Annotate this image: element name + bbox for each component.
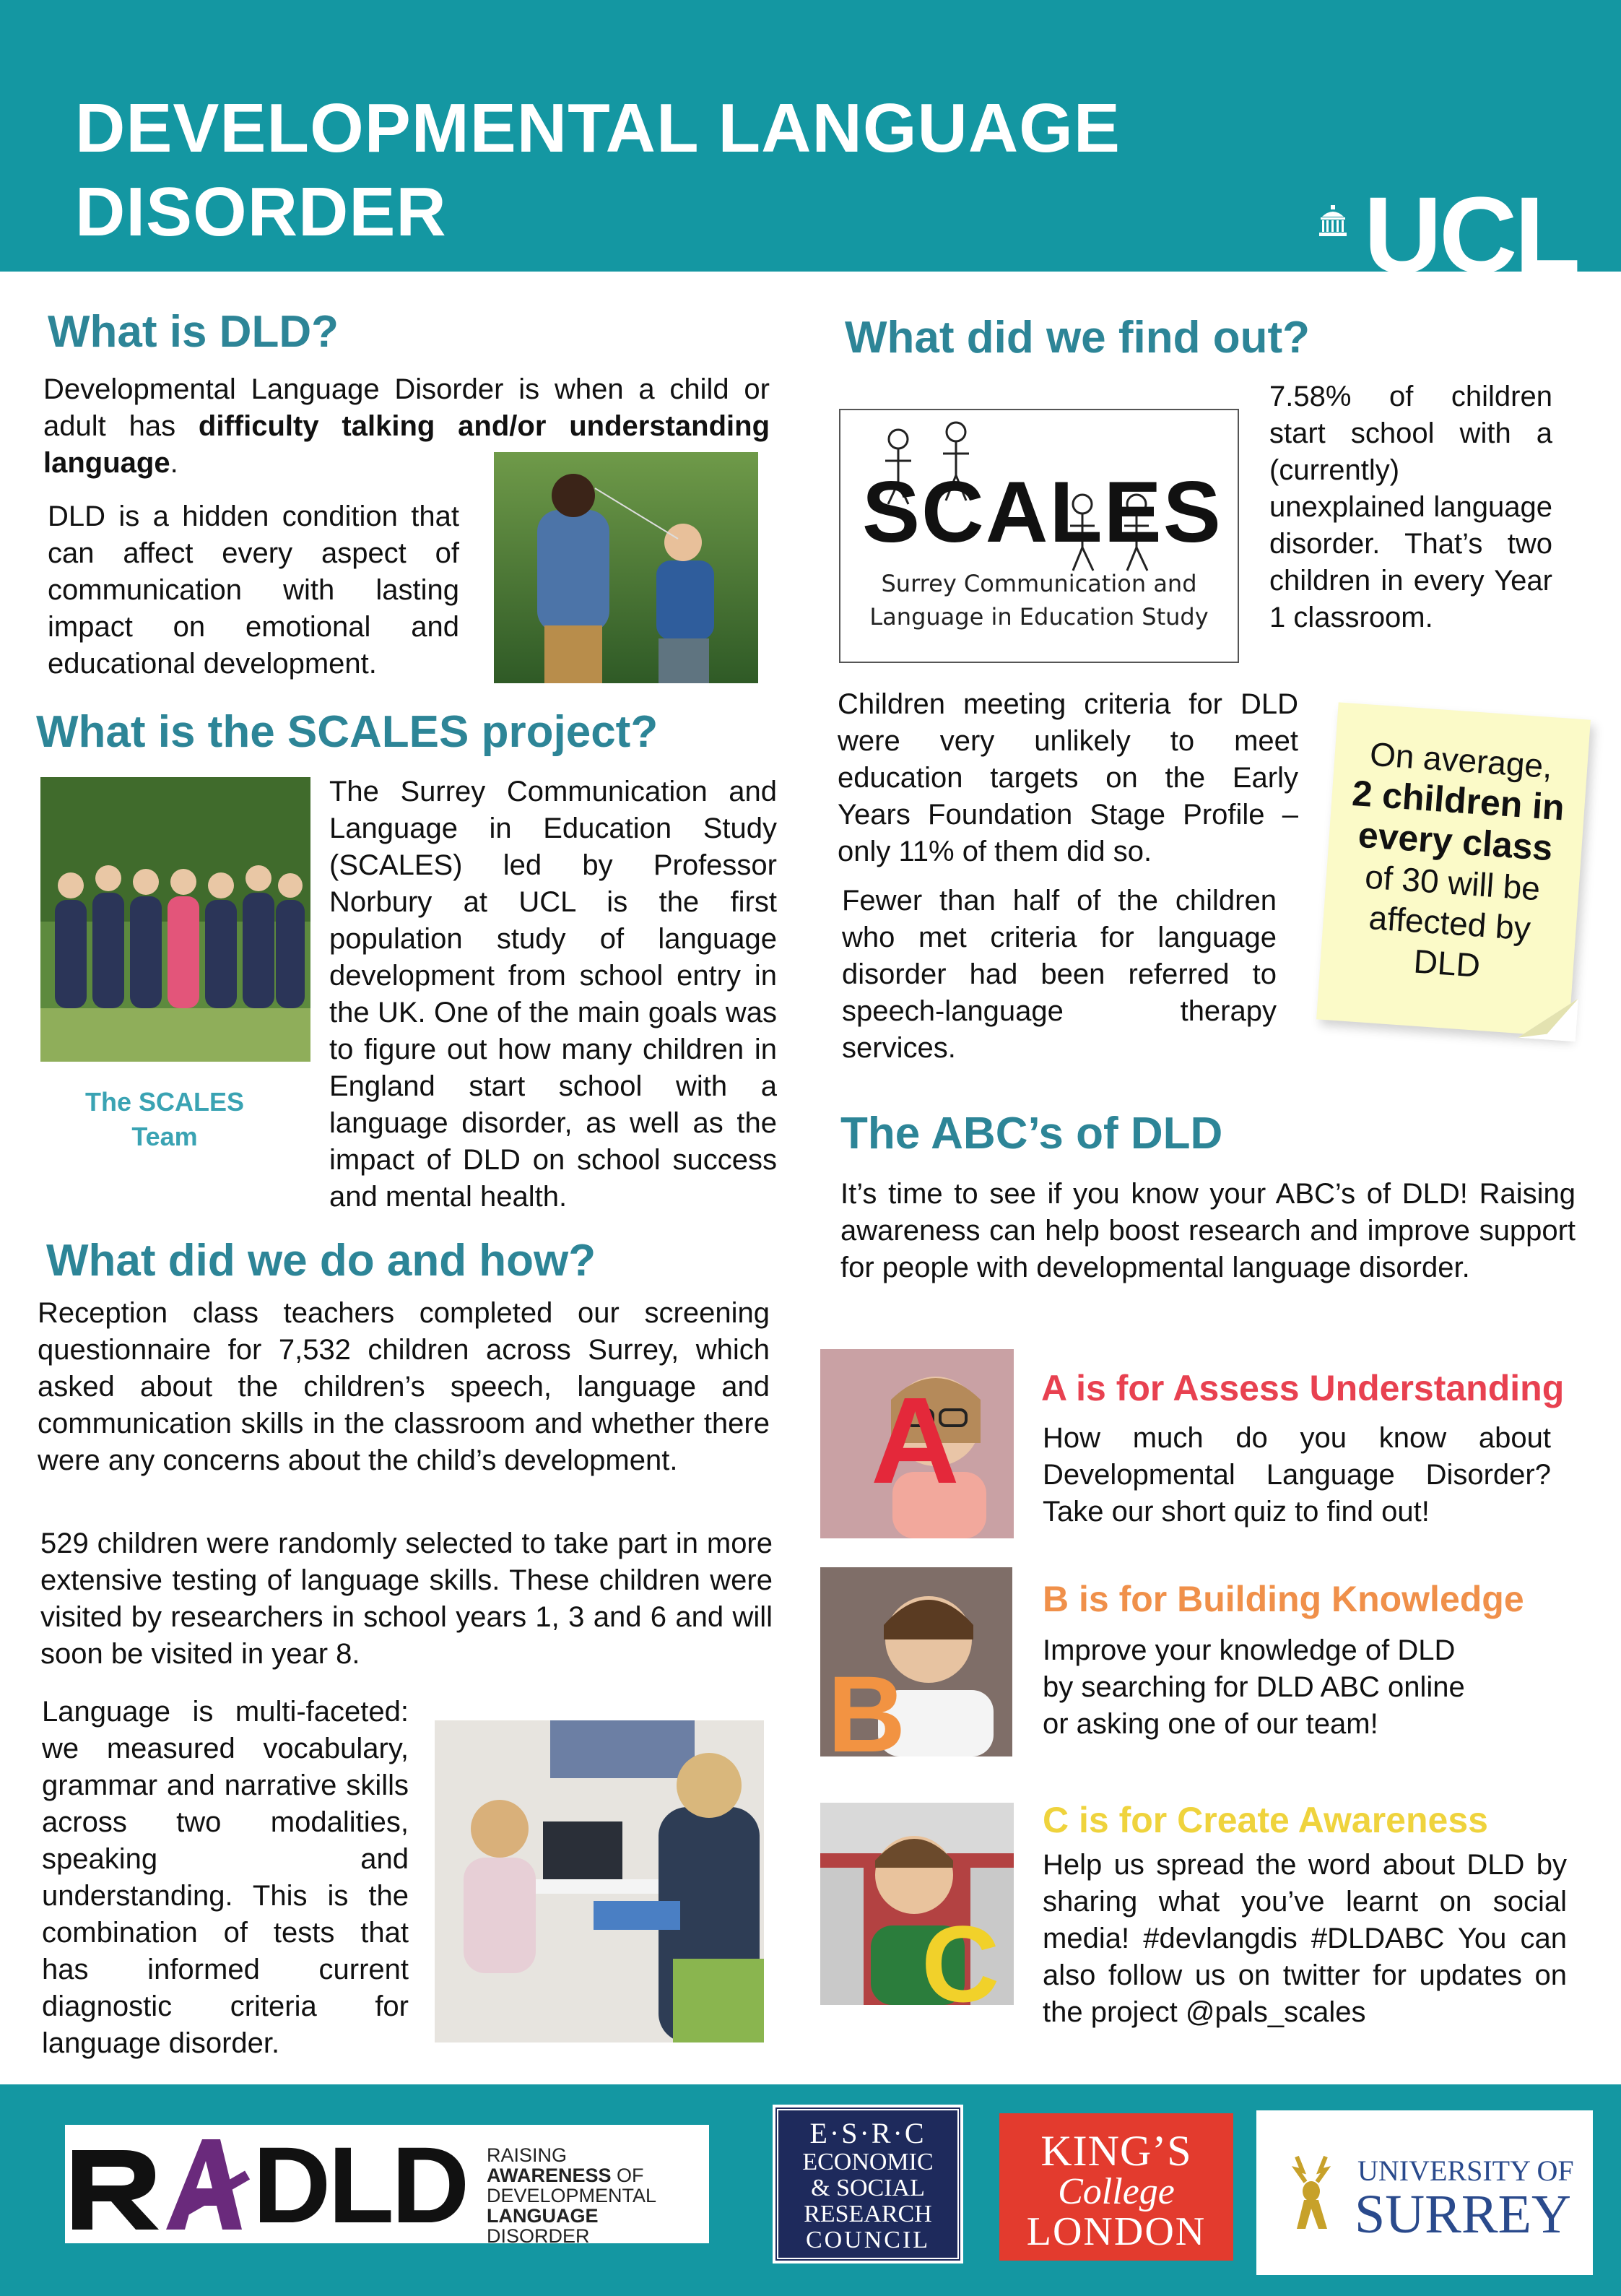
- university-of-surrey-logo: UNIVERSITY OF SURREY: [1256, 2110, 1593, 2275]
- scales-logo-subtitle-2: Language in Education Study: [869, 603, 1209, 631]
- scales-logo: [839, 409, 1239, 663]
- letter-b-prop: B: [827, 1653, 906, 1756]
- sticky-note-text: On average, 2 children in every class of 30 will be affected by DLD: [1350, 735, 1566, 984]
- abc-b-body: Improve your knowledge of DLD by searching for DLD ABC online or asking one of our team!: [1043, 1634, 1465, 1740]
- sticky-note: [1316, 702, 1591, 1036]
- scales-logo-word: SCALES: [862, 464, 1222, 560]
- ucl-logo: UCL: [1318, 195, 1578, 274]
- abc-a-body: How much do you know about Developmental Language Disorder? Take our short quiz to find out!: [1043, 1422, 1551, 1528]
- boy-with-letter-b-image: [820, 1567, 1012, 1756]
- scales-team-caption: The SCALES Team: [84, 1087, 245, 1151]
- testing-image: [435, 1720, 764, 2042]
- scales-project-body: The Surrey Communication and Language in Education Study (SCALES) led by Professor Norbury at UCL is the first population study of language development from school entry in the UK. One of the main goals was to figure out how many children in England start school with a language disorder, as well as the impact of DLD on school success and mental health.: [329, 776, 777, 1213]
- radld-dld-word: DLD: [253, 2124, 467, 2245]
- children-tin-can-phone-photo: [494, 452, 758, 683]
- ucl-portico-icon: [1318, 205, 1348, 237]
- esrc-logo: E·S·R·C ECONOMIC & SOCIAL RESEARCH COUNCIL: [773, 2105, 963, 2263]
- letter-a-prop: A: [871, 1372, 960, 1509]
- radld-tagline: RAISING AWARENESS OF DEVELOPMENTAL LANGUAGE DISORDER: [487, 2144, 657, 2247]
- abc-c-body: Help us spread the word about DLD by sharing what you’ve learnt on social media! #devlangdis #DLDABC You can also follow us on twitter for updates on the project @pals_scales: [1043, 1849, 1567, 2028]
- abc-c-heading: C is for Create Awareness: [1043, 1800, 1488, 1840]
- methods-para1: Reception class teachers completed our screening questionnaire for 7,532 children across Surrey, which asked about the children’s speech, language and communication skills in the classroom and whether there were any concerns about the child’s development.: [38, 1297, 770, 1476]
- abc-c-photo: [820, 1803, 1014, 2005]
- what-is-dld-para1: Developmental Language Disorder is when a child or adult has difficulty talking and/or understanding language.: [43, 373, 770, 479]
- abc-heading: The ABC’s of DLD: [840, 1109, 1223, 1158]
- methods-para3: Language is multi-faceted: we measured vocabulary, grammar and narrative skills across two modalities, speaking and understanding. This is the combination of tests that has informed current diagnostic criteria for language disorder.: [42, 1696, 409, 2059]
- sticky-fold-icon: [1518, 995, 1578, 1041]
- what-is-dld-para2: DLD is a hidden condition that can affect every aspect of communication with lasting impact on emotional and educational development.: [48, 501, 459, 680]
- what-is-dld-heading: What is DLD?: [48, 307, 339, 357]
- radld-ra-icon: [65, 2125, 253, 2243]
- child-testing-photo: [435, 1720, 764, 2042]
- scales-logo-subtitle-1: Surrey Communication and: [881, 570, 1197, 597]
- radld-logo: [65, 2124, 709, 2247]
- scales-project-heading: What is the SCALES project?: [36, 707, 659, 757]
- page-title: DEVELOPMENTAL LANGUAGE DISORDER: [75, 90, 1121, 251]
- abc-a-photo: [820, 1349, 1014, 1538]
- abc-intro: It’s time to see if you know your ABC’s of DLD! Raising awareness can help boost research and improve support for people with developmental language disorder.: [840, 1178, 1576, 1283]
- methods-heading: What did we do and how?: [46, 1236, 596, 1286]
- girl-with-letter-a-image: [820, 1349, 1014, 1538]
- findings-para3: Fewer than half of the children who met criteria for language disorder had been referred to speech-language therapy services.: [842, 885, 1277, 1064]
- findings-para1: 7.58% of children start school with a (currently) unexplained language disorder. That’s two children in every Year 1 classroom.: [1269, 381, 1552, 633]
- findings-para2: Children meeting criteria for DLD were very unlikely to meet education targets on the Early Years Foundation Stage Profile – only 11% of them did so.: [838, 688, 1298, 867]
- photo-image: [494, 452, 758, 683]
- abc-a-heading: A is for Assess Understanding: [1041, 1368, 1565, 1408]
- kings-college-london-logo: KING’S College LONDON: [999, 2113, 1233, 2261]
- findings-heading: What did we find out?: [845, 313, 1310, 363]
- abc-b-heading: B is for Building Knowledge: [1043, 1579, 1524, 1619]
- methods-para2: 529 children were randomly selected to take part in more extensive testing of language skills. These children were visited by researchers in school years 1, 3 and 6 and will soon be visited in year 8.: [40, 1528, 773, 1670]
- boy-with-letter-c-image: [820, 1803, 1014, 2005]
- abc-b-photo: [820, 1567, 1012, 1756]
- scales-team-photo: [40, 777, 310, 1062]
- letter-c-prop: C: [921, 1903, 1000, 2005]
- stag-icon: [1275, 2149, 1347, 2236]
- team-image: [40, 777, 310, 1062]
